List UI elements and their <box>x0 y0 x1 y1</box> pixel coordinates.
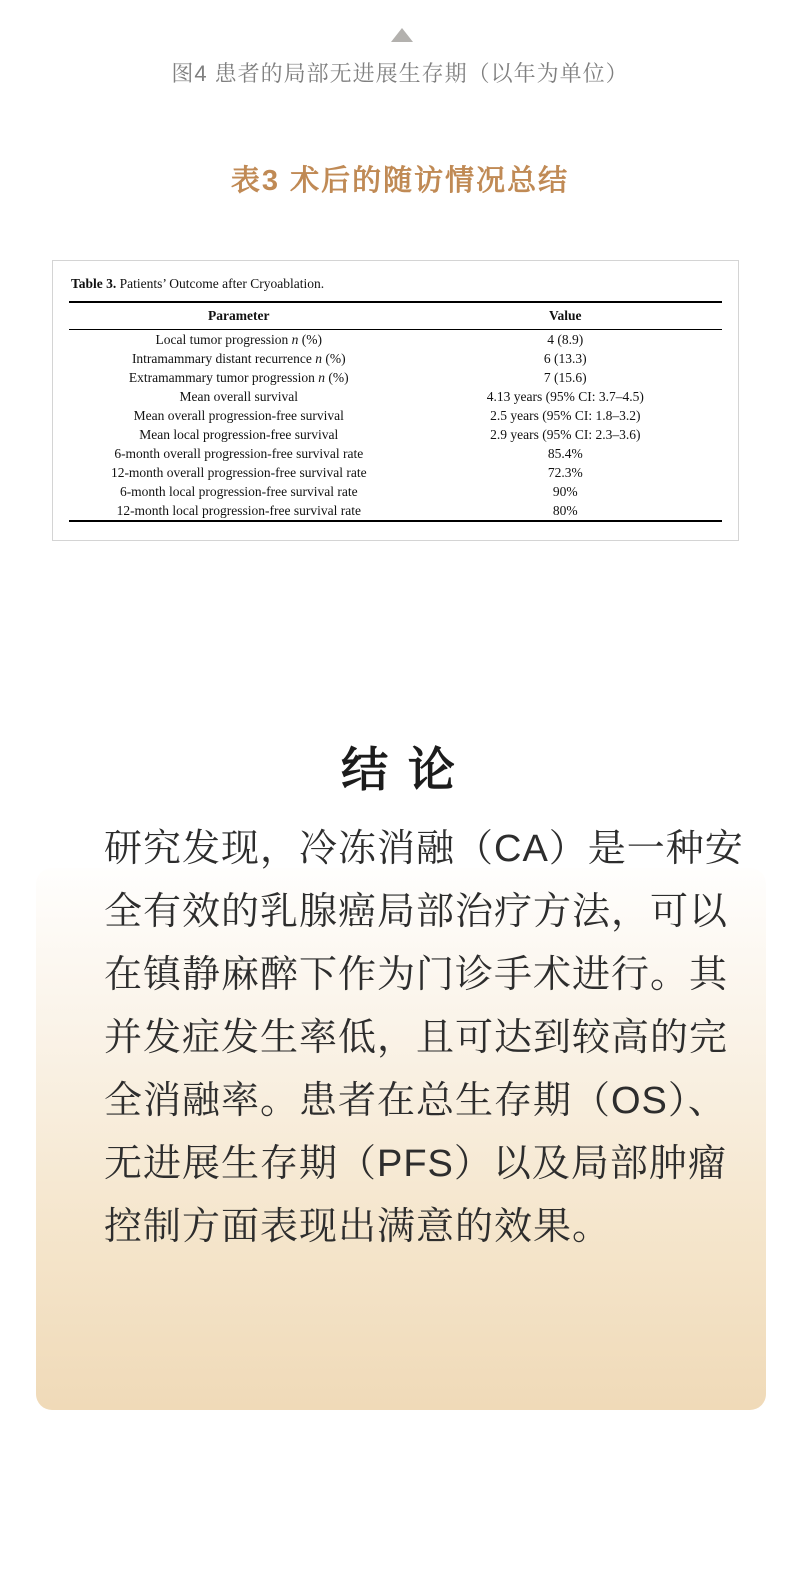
paragraph-line: 控制方面表现出满意的效果。 <box>104 1206 612 1248</box>
paragraph-line: 全消融率。患者在总生存期（OS）、 <box>104 1080 727 1122</box>
column-header-value: Value <box>409 302 722 330</box>
cell-parameter: 12-month overall progression-free survival rate <box>110 465 367 480</box>
table-row <box>69 444 722 463</box>
cell-value: 7 (15.6) <box>543 370 587 385</box>
paragraph-line: 全有效的乳腺癌局部治疗方法，可以 <box>104 891 729 933</box>
paragraph-line: 并发症发生率低，且可达到较高的完 <box>104 1017 729 1059</box>
cell-parameter: Local tumor progression n (%) <box>155 332 323 347</box>
conclusion-heading: 结 论 <box>341 745 459 797</box>
cell-parameter: 6-month local progression-free survival rate <box>119 484 358 499</box>
cell-value: 80% <box>552 503 578 518</box>
cell-value: 4 (8.9) <box>547 332 584 347</box>
paragraph-line: 在镇静麻醉下作为门诊手术进行。其 <box>104 954 729 996</box>
table-title-text: Patients’ Outcome after Cryoablation. <box>116 276 325 291</box>
table-row <box>69 501 722 521</box>
cell-value: 6 (13.3) <box>543 351 587 366</box>
cell-value: 72.3% <box>547 465 583 480</box>
cell-value: 2.5 years (95% CI: 1.8–3.2) <box>490 408 641 423</box>
cell-value: 85.4% <box>547 446 583 461</box>
cell-parameter: Mean local progression-free survival <box>139 427 339 442</box>
table-row <box>69 330 722 350</box>
cell-parameter: Intramammary distant recurrence n (%) <box>131 351 346 366</box>
cell-parameter: Extramammary tumor progression n (%) <box>128 370 349 385</box>
table-title <box>71 276 722 292</box>
paragraph-line: 研究发现，冷冻消融（CA）是一种安 <box>104 828 744 870</box>
table-row <box>69 368 722 387</box>
cell-parameter: Mean overall progression-free survival <box>133 408 344 423</box>
table-title-prefix: Table 3. <box>71 276 117 291</box>
conclusion-paragraph <box>104 818 744 1259</box>
table-row <box>69 387 722 406</box>
cell-value: 90% <box>552 484 578 499</box>
figure-caption: 图4 患者的局部无进展生存期（以年为单位） <box>171 61 629 86</box>
column-header-parameter: Parameter <box>69 302 409 330</box>
cell-value: 4.13 years (95% CI: 3.7–4.5) <box>486 389 644 404</box>
section-heading: 表3 术后的随访情况总结 <box>230 165 570 197</box>
table-row <box>69 482 722 501</box>
table-row <box>69 406 722 425</box>
table-header-row <box>69 302 722 330</box>
cell-parameter: 6-month overall progression-free survival rate <box>114 446 364 461</box>
cell-parameter: Mean overall survival <box>179 389 298 404</box>
table-row <box>69 349 722 368</box>
paragraph-line: 无进展生存期（PFS）以及局部肿瘤 <box>104 1143 727 1185</box>
outcome-table <box>69 301 722 522</box>
cell-value: 2.9 years (95% CI: 2.3–3.6) <box>490 427 641 442</box>
paper-table-figure <box>52 260 739 541</box>
triangle-up-icon <box>391 28 413 42</box>
cell-parameter: 12-month local progression-free survival rate <box>116 503 361 518</box>
table-row <box>69 425 722 444</box>
table-row <box>69 463 722 482</box>
